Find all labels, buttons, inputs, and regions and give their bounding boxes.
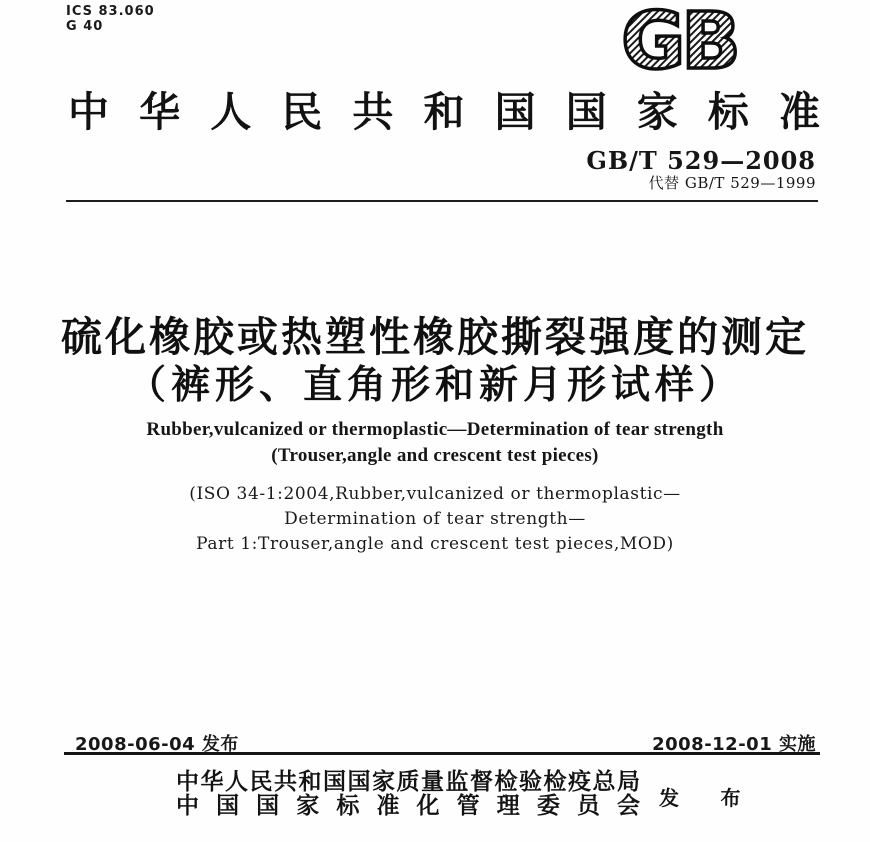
classification-code: G 40 [66, 19, 104, 34]
publish-label: 发 布 [659, 788, 759, 810]
issue-date: 2008-06-04 发布 [75, 734, 239, 755]
issuing-authority-block [176, 769, 640, 817]
iso-reference-line1: (ISO 34-1:2004,Rubber,vulcanized or thermoplastic— [189, 484, 681, 504]
standard-number-block [586, 147, 816, 193]
english-title-line1: Rubber,vulcanized or thermoplastic—Determination of tear strength [146, 419, 724, 440]
ics-code: ICS 83.060 [66, 4, 155, 19]
chinese-title-line1: 硫化橡胶或热塑性橡胶撕裂强度的测定 [61, 314, 809, 360]
national-standard-header: 中华人民共和国国家标准 [68, 89, 820, 135]
chinese-title-line2: （裤形、直角形和新月形试样） [126, 364, 743, 407]
ics-block [66, 4, 155, 34]
chinese-title [0, 312, 870, 410]
footer-divider [64, 752, 820, 755]
iso-reference-line3: Part 1:Trouser,angle and crescent test pieces,MOD) [196, 534, 674, 554]
standard-number: GB/T 529—2008 [586, 146, 816, 175]
gb-logo [588, 2, 770, 82]
replaced-standard: 代替 GB/T 529—1999 [648, 174, 816, 192]
header-divider [66, 200, 818, 202]
iso-reference [0, 482, 870, 557]
gb-logo-text: GB [621, 2, 737, 82]
iso-reference-line2: Determination of tear strength— [284, 509, 586, 529]
implementation-date: 2008-12-01 实施 [652, 734, 816, 755]
authority-line1: 中华人民共和国国家质量监督检验检疫总局 [176, 768, 640, 794]
english-title-line2: (Trouser,angle and crescent test pieces) [271, 445, 599, 466]
english-title [0, 417, 870, 469]
authority-line2: 中国国家标准化管理委员会 [176, 792, 640, 818]
